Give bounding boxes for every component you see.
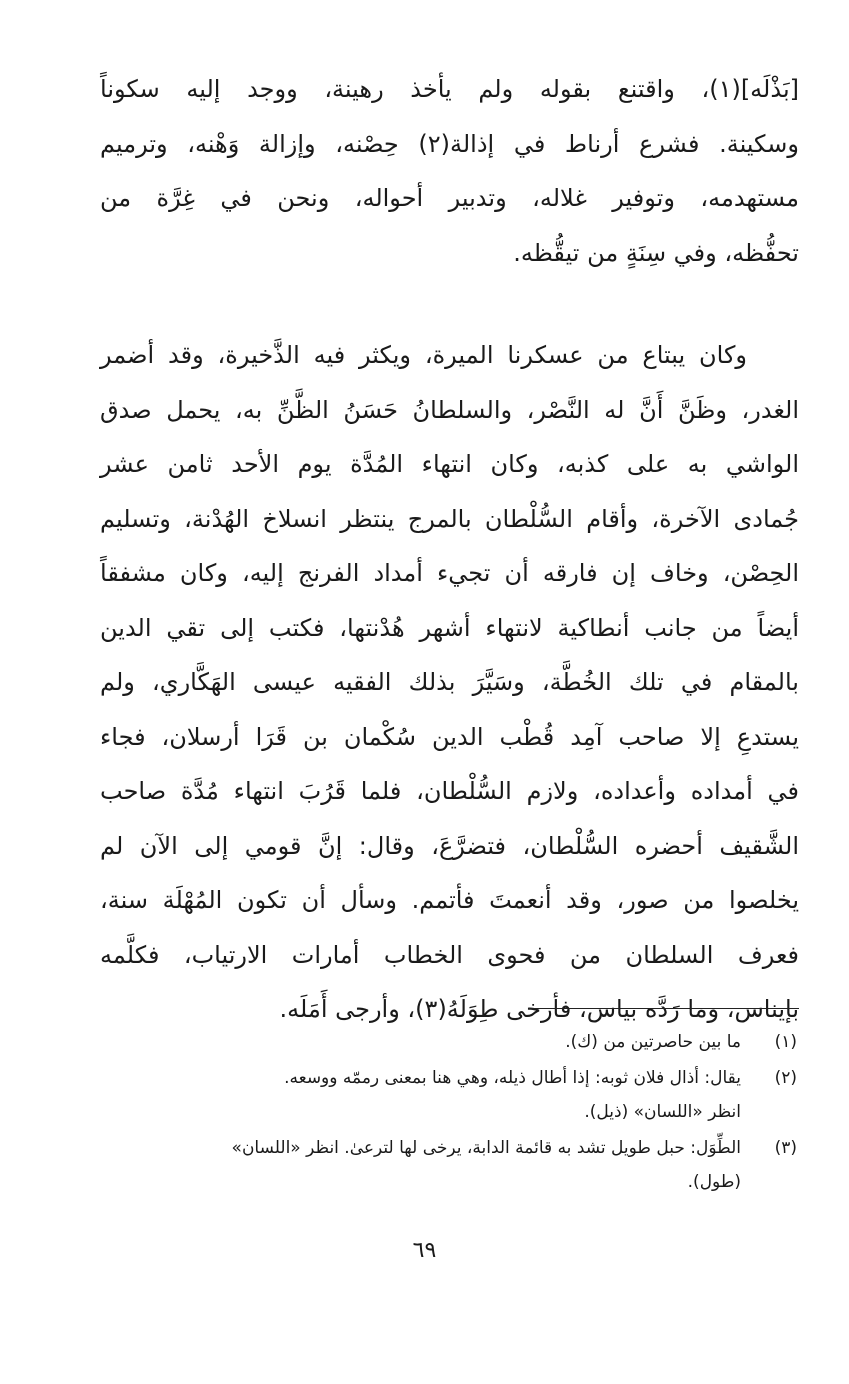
footnote-number: (١) [774, 1032, 797, 1052]
footnotes [95, 1025, 797, 1201]
footnote-text: ما بين حاصرتين من (ك). [565, 1032, 741, 1052]
text-line: يستدعِ إلا صاحب آمِد قُطْب الدين سُكْمان بن قَرَا أرسلان، فجاء [100, 722, 799, 751]
text-line: تحفُّظه، وفي سِنَةٍ من تيقُّظه. [513, 238, 799, 267]
paragraph-1 [100, 62, 799, 280]
main-text [100, 62, 799, 1037]
text-line: بإيناس، وما رَدَّه بياس، فأرخى طِوَلَهُ(٣)، وأرجى أَمَلَه. [279, 995, 799, 1023]
footnote-separator [529, 1008, 799, 1009]
footnote-text: انظر «اللسان» (ذيل). [584, 1102, 741, 1122]
text-line: الحِصْن، وخاف إن فارقه أن تجيء أمداد الفرنج إليه، وكان مشفقاً [100, 559, 799, 587]
text-line: وسكينة. فشرع أرناط في إذالة(٢) حِصْنه، وإزالة وَهْنه، وترميم [100, 129, 799, 158]
footnote-text: (طول). [687, 1172, 741, 1192]
text-line: بالمقام في تلك الخُطَّة، وسَيَّرَ بذلك الفقيه عيسى الهَكَّاري، ولم [100, 668, 799, 696]
footnote-number: (٣) [774, 1138, 797, 1158]
text-line: الواشي به على كذبه، وكان انتهاء المُدَّة يوم الأحد ثامن عشر [100, 450, 799, 478]
text-line: [بَذْلَه](١)، واقتنع بقوله ولم يأخذ رهينة، ووجد إليه سكوناً [100, 75, 799, 103]
text-line: مستهدمه، وتوفير غلاله، وتدبير أحواله، ونحن في غِرَّة من [100, 184, 799, 212]
page-number: ٦٩ [412, 1238, 437, 1263]
text-line: جُمادى الآخرة، وأقام السُّلْطان بالمرج ينتظر انسلاخ الهُدْنة، وتسليم [100, 504, 799, 533]
footnote-number: (٢) [774, 1068, 797, 1088]
footnote-2 [95, 1061, 797, 1129]
text-line: الغدر، وظَنَّ أَنَّ له النَّصْر، والسلطانُ حَسَنُ الظَّنِّ به، يحمل صدق [100, 395, 799, 424]
footnote-text: الطِّوَل: حبل طويل تشد به قائمة الدابة، يرخى لها لترعىٰ. انظر «اللسان» [231, 1138, 741, 1158]
footnote-text: يقال: أذال فلان ثوبه: إذا أطال ذيله، وهي هنا بمعنى رممّه ووسعه. [284, 1068, 741, 1088]
text-line: الشَّقيف أحضره السُّلْطان، فتضرَّعَ، وقال: إنَّ قومي إلى الآن لم [100, 831, 799, 860]
text-line: فعرف السلطان من فحوى الخطاب أمارات الارتياب، فكلَّمه [100, 940, 799, 969]
text-line: يخلصوا من صور، وقد أنعمتَ فأتمم. وسأل أن تكون المُهْلَة سنة، [100, 886, 799, 914]
text-line: في أمداده وأعداده، ولازم السُّلْطان، فلما قَرُبَ انتهاء مُدَّة صاحب [100, 777, 799, 805]
footnote-3 [95, 1131, 797, 1199]
paragraph-2 [100, 328, 799, 1037]
text-line: أيضاً من جانب أنطاكية لانتهاء أشهر هُدْنتها، فكتب إلى تقي الدين [100, 613, 799, 642]
text-line: وكان يبتاع من عسكرنا الميرة، ويكثر فيه الذَّخيرة، وقد أضمر [100, 341, 747, 369]
footnote-1 [95, 1025, 797, 1059]
